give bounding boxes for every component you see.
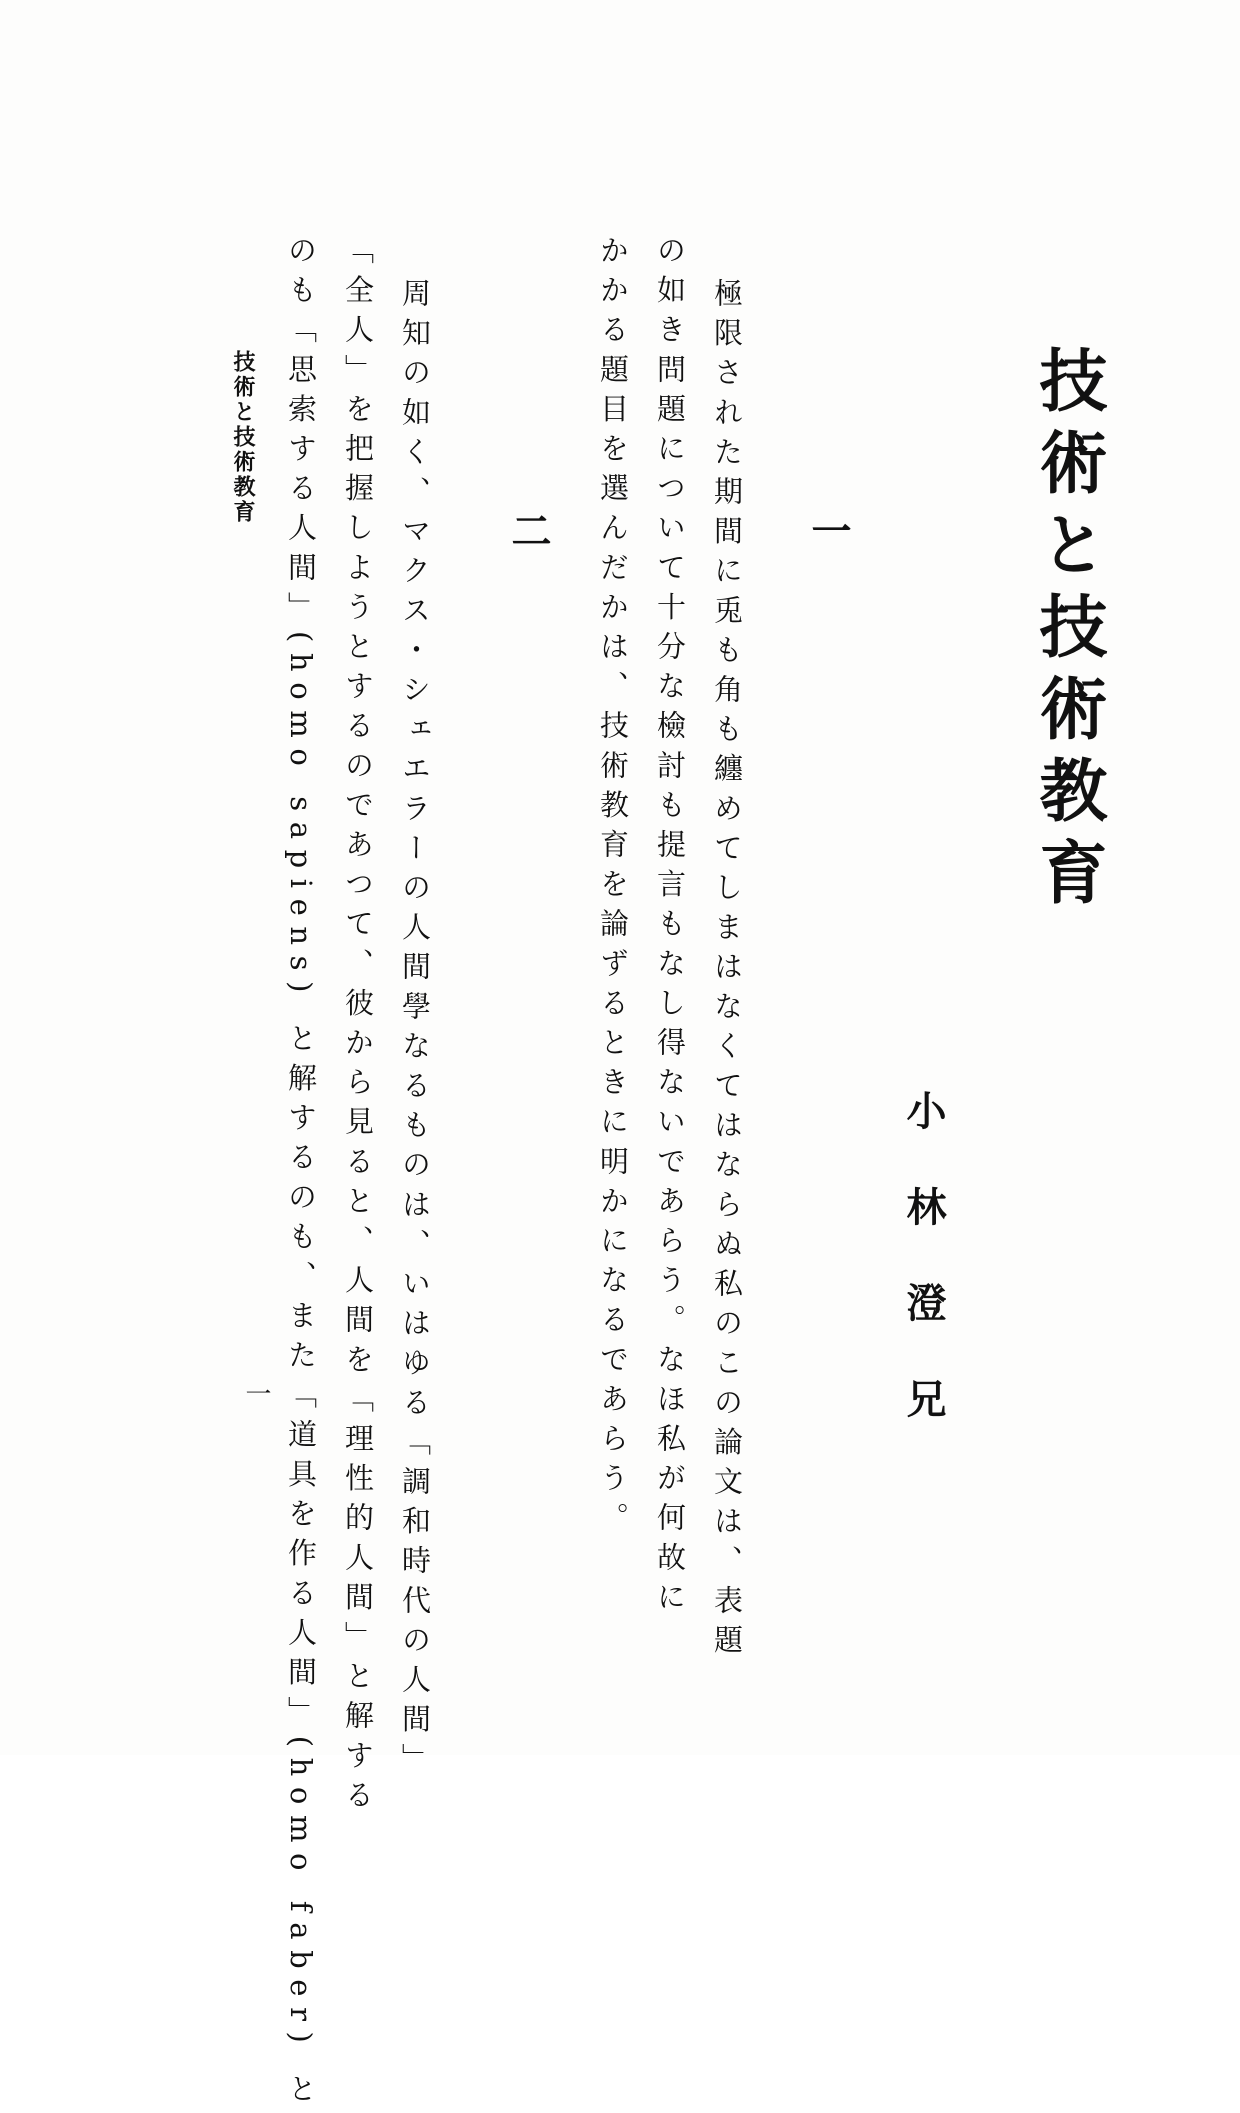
section-number-2: 二 xyxy=(505,510,552,550)
body-line: のも「思索する人間」(homo sapiens) と解するのも、また「道具を作る人間」(homo faber) と xyxy=(284,235,318,2113)
body-line: 周知の如く、マクス・シェエラーの人間學なるものは、いはゆる「調和時代の人間」 xyxy=(398,278,432,1783)
body-line: 「全人」を把握しようとするのであつて、彼から見ると、人間を「理性的人間」と解する xyxy=(341,235,375,1819)
author-name: 小林澄兄 xyxy=(900,1090,947,1474)
page-number: 一 xyxy=(241,1380,271,1406)
body-line: の如き問題について十分な檢討も提言もなし得ないであらう。なほ私が何故に xyxy=(653,235,687,1621)
body-line: かかる題目を選んだかは、技術教育を論ずるときに明かになるであらう。 xyxy=(596,235,630,1542)
article-title: 技術と技術教育 xyxy=(1028,345,1108,919)
body-line: 極限された期間に兎も角も纏めてしまはなくてはならぬ私のこの論文は、表題 xyxy=(710,278,744,1664)
running-head: 技術と技術教育 xyxy=(230,350,256,525)
section-number-1: 一 xyxy=(805,510,852,550)
